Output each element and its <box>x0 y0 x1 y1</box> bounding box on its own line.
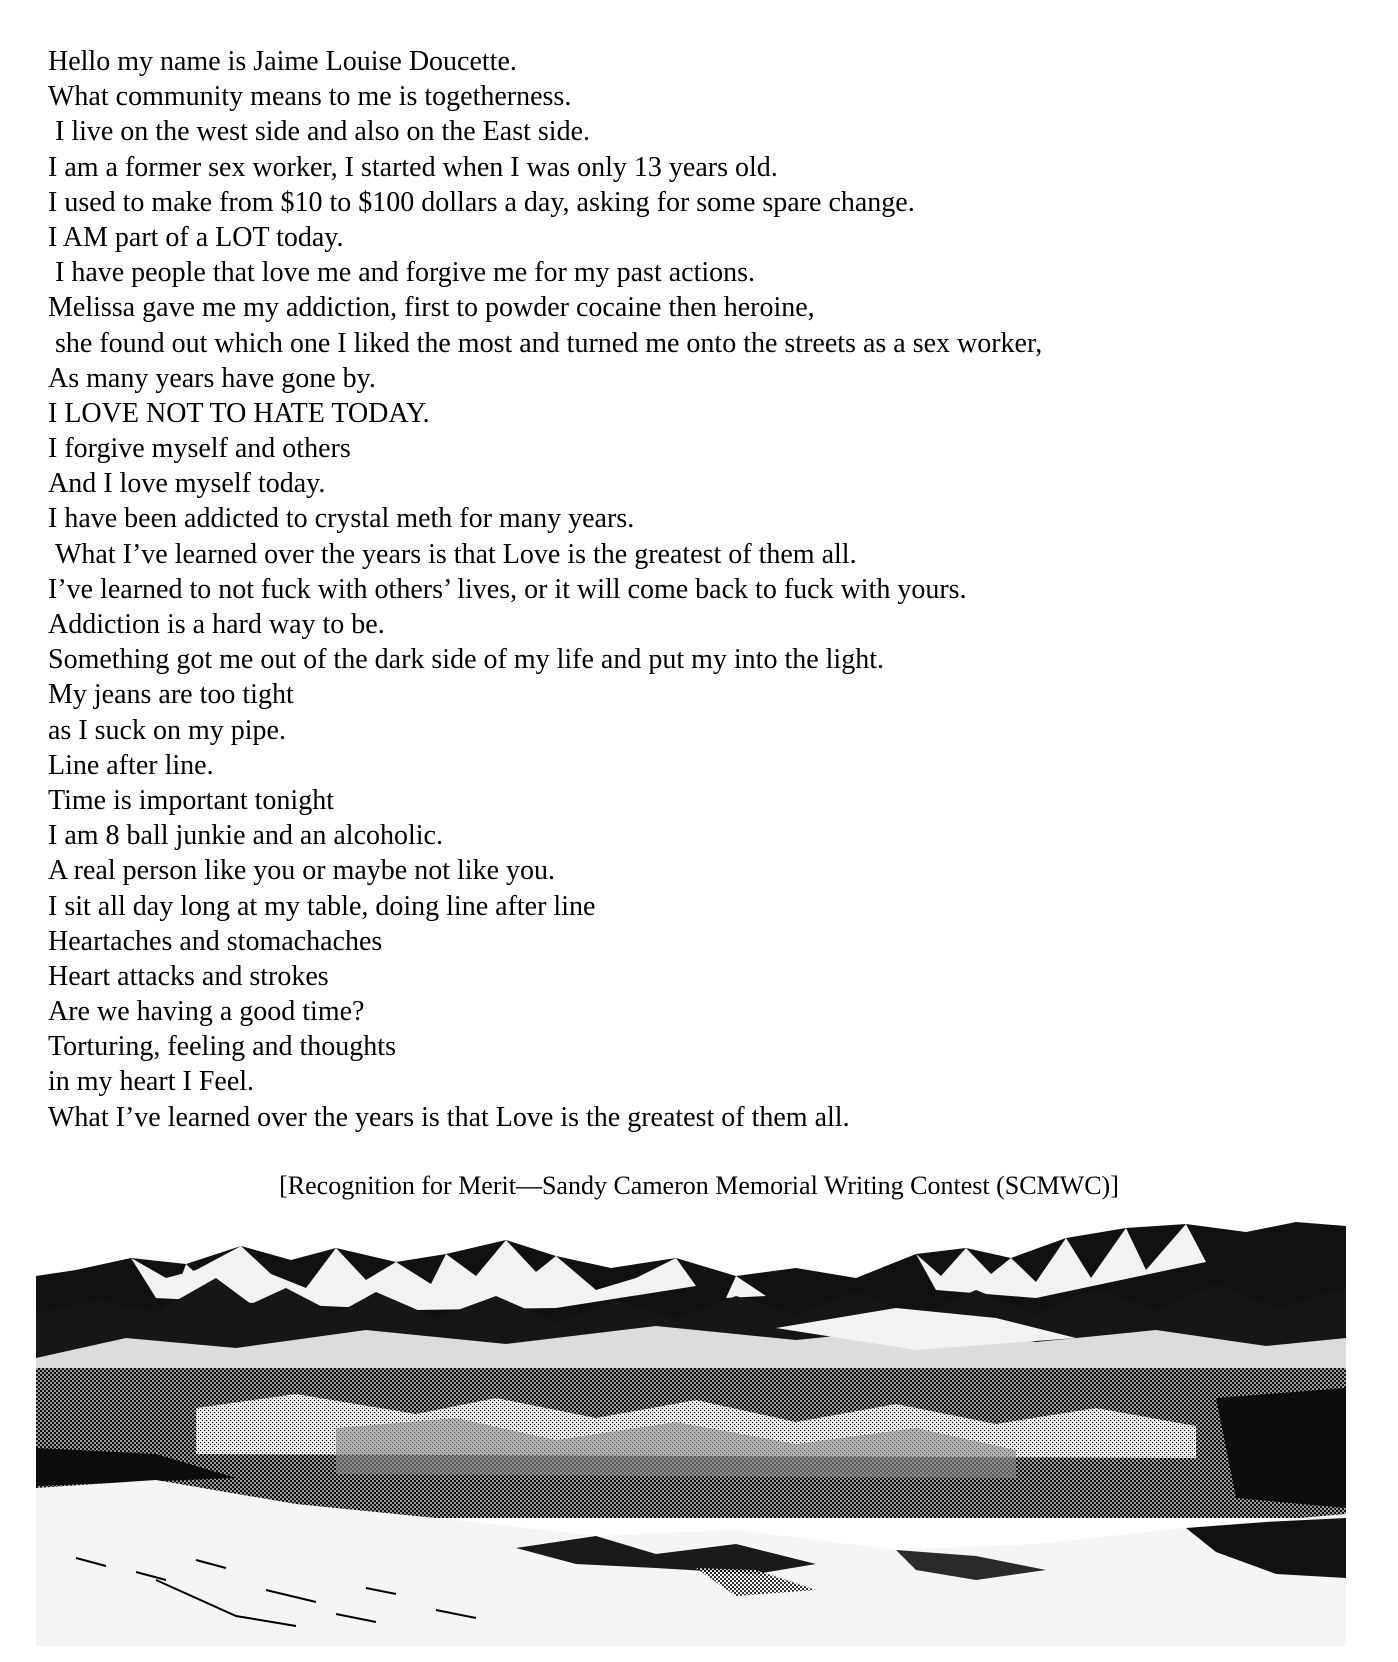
poem-line: I’ve learned to not fuck with others’ lives, or it will come back to fuck with yours. <box>48 573 967 605</box>
poem-line: I have been addicted to crystal meth for many years. <box>48 503 635 535</box>
poem-line: as I suck on my pipe. <box>48 714 286 746</box>
poem-line: Time is important tonight <box>48 784 334 816</box>
poem-line: I have people that love me and forgive me for my past actions. <box>55 257 756 289</box>
poem-line: Hello my name is Jaime Louise Doucette. <box>48 46 517 77</box>
poem-body <box>48 44 1368 1135</box>
award-credit: [Recognition for Merit—Sandy Cameron Memorial Writing Contest (SCMWC)] <box>279 1171 1119 1200</box>
poem-line: Are we having a good time? <box>48 996 365 1028</box>
poem-line: Melissa gave me my addiction, first to powder cocaine then heroine, <box>48 292 815 324</box>
poem-line: I LOVE NOT TO HATE TODAY. <box>48 397 430 429</box>
poem-line: I forgive myself and others <box>48 433 351 465</box>
poem-line: A real person like you or maybe not like you. <box>48 855 555 887</box>
poem-line: I am 8 ball junkie and an alcoholic. <box>48 820 443 852</box>
poem-line: What community means to me is togetherness. <box>48 81 572 113</box>
poem-line: I live on the west side and also on the East side. <box>55 116 590 148</box>
poem-line: And I love myself today. <box>48 468 326 500</box>
mountain-lake-image <box>36 1218 1346 1646</box>
poem-line: What I’ve learned over the years is that Love is the greatest of them all. <box>48 1101 850 1133</box>
poem-line: I AM part of a LOT today. <box>48 221 344 253</box>
poem-line: Heartaches and stomachaches <box>48 925 383 957</box>
poem-line: I am a former sex worker, I started when I was only 13 years old. <box>48 151 778 183</box>
poem-line: What I’ve learned over the years is that Love is the greatest of them all. <box>55 538 857 570</box>
poem-line: she found out which one I liked the most and turned me onto the streets as a sex worker, <box>55 327 1043 359</box>
poem-line: I used to make from $10 to $100 dollars a day, asking for some spare change. <box>48 186 915 218</box>
poem-line: Heart attacks and strokes <box>48 960 329 992</box>
poem-line: in my heart I Feel. <box>48 1066 255 1098</box>
poem-line: My jeans are too tight <box>48 679 294 711</box>
poem-line: I sit all day long at my table, doing line after line <box>48 890 596 922</box>
poem-line: As many years have gone by. <box>48 362 376 394</box>
poem-line: Something got me out of the dark side of my life and put my into the light. <box>48 644 884 676</box>
poem-line: Line after line. <box>48 749 214 781</box>
poem-line: Addiction is a hard way to be. <box>48 609 385 640</box>
poem-line: Torturing, feeling and thoughts <box>48 1031 396 1063</box>
